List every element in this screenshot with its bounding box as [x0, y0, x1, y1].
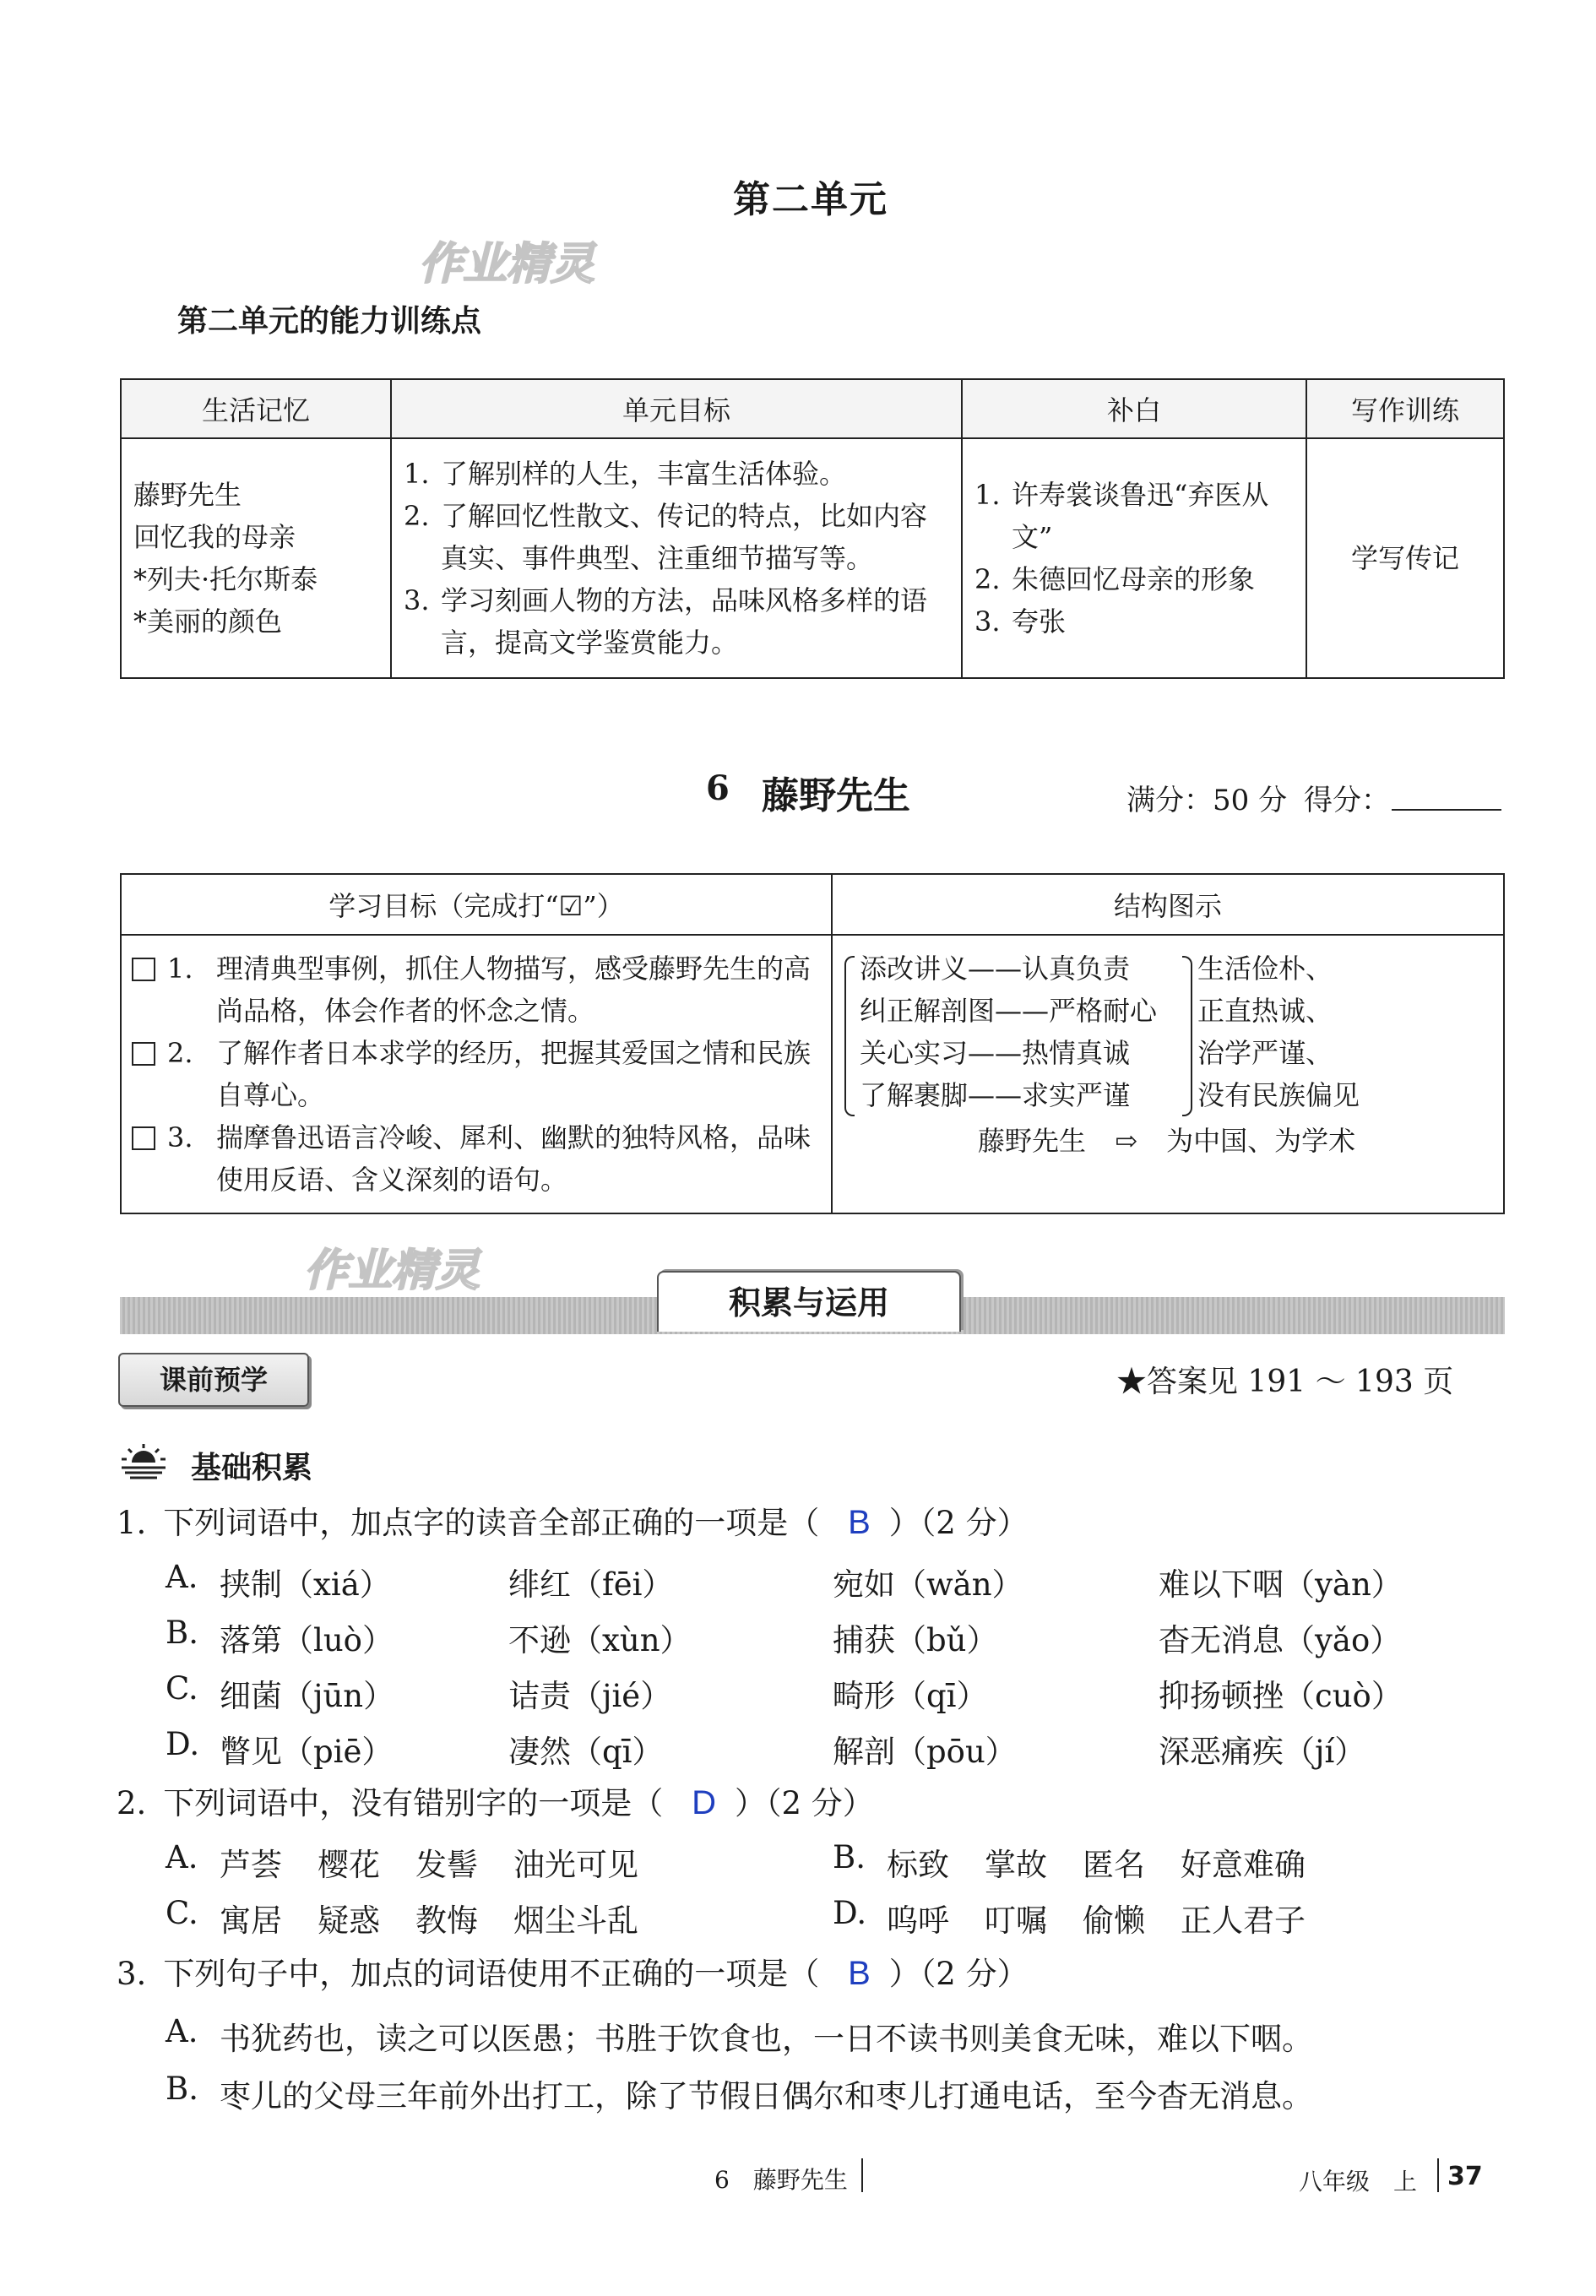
q2-choice: 烟尘斗乱 [513, 1902, 638, 1939]
q2-choice: 寓居 [220, 1902, 282, 1939]
goals-table [120, 873, 1505, 1214]
q1-choice: 瞥见（piē） [220, 1734, 394, 1770]
footer-divider [1437, 2158, 1439, 2192]
life-memory-item: *美丽的颜色 [133, 605, 283, 638]
q2-option-label: A. [166, 1839, 198, 1875]
q3-answer[interactable]: B [848, 1955, 871, 1992]
structure-event: 添改讲义——认真负责 [860, 953, 1131, 985]
life-memory-cell [121, 438, 391, 678]
q2-choice: 发髻 [415, 1847, 478, 1883]
q2-option-label: B. [833, 1839, 866, 1875]
structure-trait: 治学严谨、 [1197, 1037, 1333, 1069]
unit-goal: 2. 了解回忆性散文、传记的特点，比如内容真实、事件典型、注重细节描写等。 [404, 500, 928, 574]
footer-divider [861, 2158, 863, 2192]
q3-option-label: B. [166, 2071, 198, 2107]
q2-choice: 掌故 [985, 1847, 1047, 1883]
q2-choice: 叮嘱 [985, 1902, 1047, 1939]
th-supplement: 补白 [962, 379, 1306, 438]
unit-goals-cell [391, 438, 962, 678]
q1-choice: 挟制（xiá） [220, 1566, 391, 1603]
skills-table [120, 378, 1505, 679]
q2-choice: 标致 [887, 1847, 949, 1883]
q2-choice: 教悔 [415, 1902, 478, 1939]
q1-choice: 诘责（jié） [508, 1678, 672, 1714]
q3-stem: 3. 下列句子中，加点的词语使用不正确的一项是（ B ）（2 分） [117, 1955, 1029, 1992]
lesson-title: 藤野先生 [762, 774, 910, 817]
q1-choice: 深恶痛疾（jí） [1159, 1734, 1366, 1770]
q2-choice: 好意难确 [1181, 1847, 1306, 1883]
q1-choice: 难以下咽（yàn） [1159, 1566, 1403, 1603]
goal-checkbox[interactable] [132, 1042, 155, 1066]
study-goal: 2. 了解作者日本求学的经历，把握其爱国之情和民族自尊心。 [132, 1032, 821, 1116]
preview-label: 课前预学 [118, 1353, 309, 1407]
structure-event: 了解裹脚——求实严谨 [860, 1079, 1131, 1111]
supplement-item: 3. 夸张 [974, 605, 1067, 638]
lesson-number: 6 [706, 768, 730, 808]
q1-option-label: A. [166, 1559, 198, 1595]
th-unit-goals: 单元目标 [391, 379, 962, 438]
answer-reference: ★答案见 191 ～ 193 页 [1116, 1365, 1454, 1399]
q2-choice: 匿名 [1083, 1847, 1145, 1883]
score-blank[interactable] [1392, 809, 1501, 811]
structure-trait: 没有民族偏见 [1197, 1079, 1360, 1111]
q3-option-text: 枣儿的父母三年前外出打工，除了节假日偶尔和枣儿打通电话，至今杳无消息。 [220, 2078, 1313, 2114]
unit-title: 第二单元 [733, 178, 888, 221]
q2-choice: 正人君子 [1181, 1902, 1306, 1939]
goal-checkbox[interactable] [132, 958, 155, 981]
th-study-goals: 学习目标（完成打“☑”） [121, 874, 832, 935]
q1-choice: 细菌（jūn） [220, 1678, 395, 1714]
q1-choice: 绯红（fēi） [508, 1566, 674, 1603]
supplement-item: 2. 朱德回忆母亲的形象 [974, 563, 1256, 595]
q1-option-label: C. [166, 1670, 198, 1707]
life-memory-item: 藤野先生 [133, 479, 242, 511]
basics-heading: 基础积累 [191, 1450, 313, 1485]
unit-goal: 3. 学习刻画人物的方法，品味风格多样的语言，提高文学鉴赏能力。 [404, 584, 928, 659]
skills-heading: 第二单元的能力训练点 [177, 303, 482, 339]
q1-choice: 畸形（qī） [833, 1678, 988, 1714]
unit-goal: 1. 了解别样的人生，丰富生活体验。 [404, 458, 847, 490]
structure-event: 关心实习——热情真诚 [860, 1037, 1131, 1069]
q2-option-label: C. [166, 1895, 198, 1931]
q3-option-label: A. [166, 2013, 198, 2049]
sunrise-icon [120, 1442, 167, 1479]
q1-choice: 凄然（qī） [508, 1734, 664, 1770]
structure-conclusion: 为中国、为学术 [1166, 1125, 1356, 1157]
q1-choice: 宛如（wǎn） [833, 1566, 1023, 1603]
score-label: 得分： [1304, 784, 1390, 817]
life-memory-item: 回忆我的母亲 [133, 521, 296, 553]
watermark: 作业精灵 [304, 1246, 480, 1296]
footer-grade: 八年级 上 [1299, 2168, 1418, 2196]
q1-option-label: D. [166, 1726, 200, 1762]
q1-stem: 1. 下列词语中，加点字的读音全部正确的一项是（ B ）（2 分） [117, 1504, 1029, 1541]
watermark: 作业精灵 [419, 239, 595, 290]
q1-option-label: B. [166, 1615, 198, 1651]
th-writing: 写作训练 [1306, 379, 1504, 438]
q2-choice: 芦荟 [220, 1847, 282, 1883]
th-structure: 结构图示 [832, 874, 1504, 935]
structure-arrow-icon: ⇨ [1115, 1125, 1137, 1157]
q1-choice: 杳无消息（yǎo） [1159, 1622, 1402, 1658]
supplement-item: 1. 许寿裳谈鲁迅“弃医从文” [974, 479, 1269, 553]
q1-choice: 抑扬顿挫（cuò） [1159, 1678, 1403, 1714]
q2-choice: 樱花 [318, 1847, 380, 1883]
page-number: 37 [1447, 2162, 1483, 2191]
study-goal: 1. 理清典型事例，抓住人物描写，感受藤野先生的高尚品格，体会作者的怀念之情。 [132, 947, 821, 1032]
structure-trait: 正直热诚、 [1197, 995, 1333, 1027]
structure-trait: 生活俭朴、 [1197, 953, 1333, 985]
q1-choice: 不逊（xùn） [508, 1622, 692, 1658]
structure-left-brace [844, 956, 855, 1116]
q2-choice: 油光可见 [513, 1847, 638, 1883]
structure-cell [832, 935, 1504, 1213]
th-life-memory: 生活记忆 [121, 379, 391, 438]
structure-event: 纠正解剖图——严格耐心 [860, 995, 1158, 1027]
q2-choice: 疑惑 [318, 1902, 380, 1939]
study-goals-cell [121, 935, 832, 1213]
life-memory-item: *列夫·托尔斯泰 [133, 563, 318, 595]
goal-checkbox[interactable] [132, 1126, 155, 1150]
structure-right-brace [1182, 956, 1192, 1116]
q1-choice: 落第（luò） [220, 1622, 394, 1658]
structure-subject: 藤野先生 [978, 1125, 1087, 1157]
q1-choice: 解剖（pōu） [833, 1734, 1017, 1770]
q1-choice: 捕获（bǔ） [833, 1622, 998, 1658]
writing-cell: 学写传记 [1306, 438, 1504, 678]
q2-choice: 偷懒 [1083, 1902, 1145, 1939]
study-goal: 3. 揣摩鲁迅语言冷峻、犀利、幽默的独特风格，品味使用反语、含义深刻的语句。 [132, 1116, 821, 1201]
q2-answer[interactable]: D [692, 1784, 716, 1821]
footer-lesson: 6 藤野先生 [714, 2166, 848, 2194]
section-tab: 积累与运用 [657, 1271, 961, 1332]
q3-option-text: 书犹药也，读之可以医愚；书胜于饮食也，一日不读书则美食无味，难以下咽。 [220, 2021, 1313, 2057]
full-score: 满分：50 分 [1126, 784, 1288, 817]
q1-answer[interactable]: B [848, 1504, 871, 1541]
q2-stem: 2. 下列词语中，没有错别字的一项是（ D ）（2 分） [117, 1784, 874, 1821]
q2-choice: 呜呼 [887, 1902, 949, 1939]
supplement-cell [962, 438, 1306, 678]
q2-option-label: D. [833, 1895, 867, 1931]
